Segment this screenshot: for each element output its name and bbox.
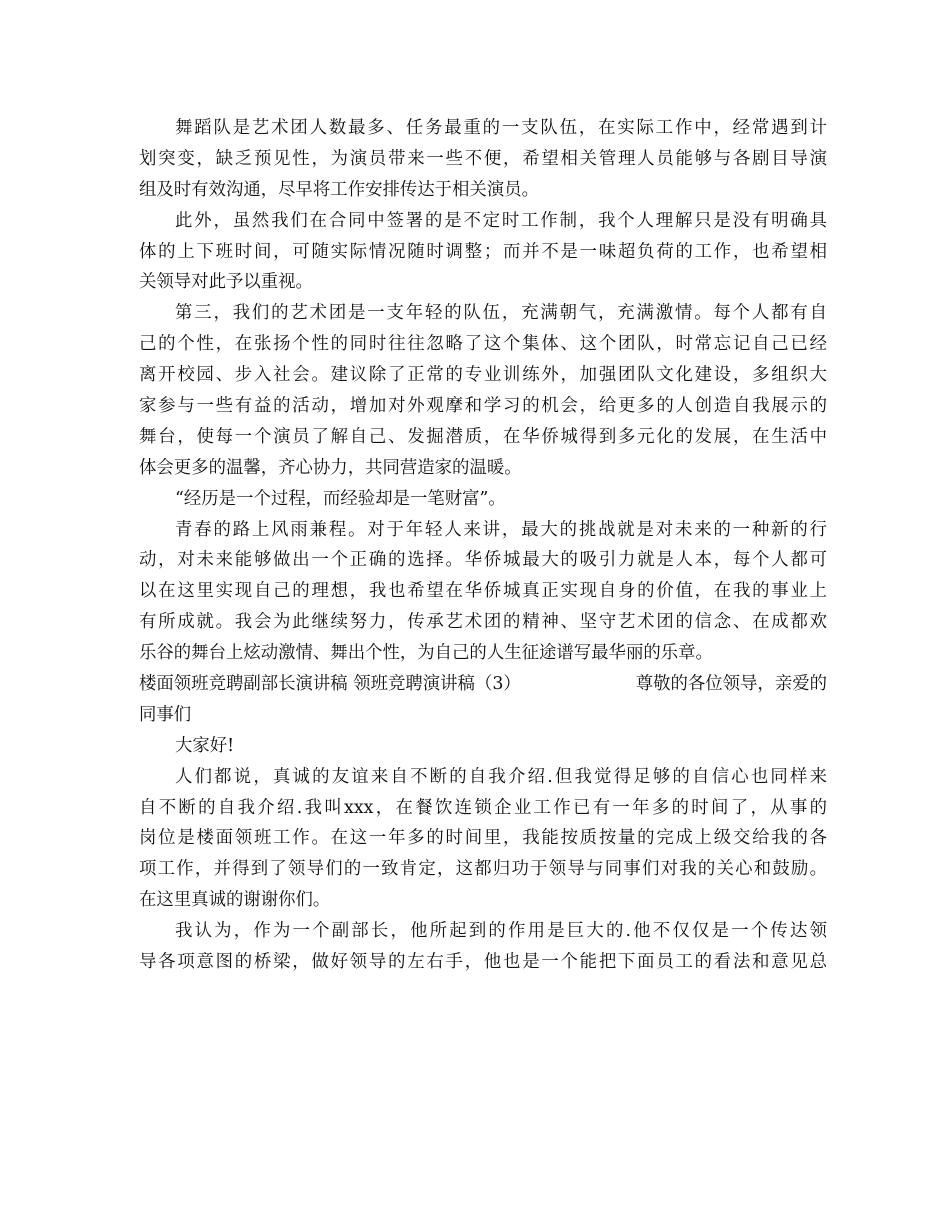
paragraph-line: 在这里真诚的谢谢你们。 (139, 890, 331, 911)
section-heading (139, 669, 827, 700)
paragraph-line: 我认为，作为一个副部长，他所起到的作用是巨大的.他不仅仅是一个传达领 (175, 921, 827, 942)
paragraph-line: 体的上下班时间，可随实际情况随时调整；而并不是一味超负荷的工作，也希望相 (139, 241, 827, 262)
paragraph-line: 自不断的自我介绍.我叫xxx，在餐饮连锁企业工作已有一年多的时间了，从事的 (139, 797, 827, 818)
paragraph-line: 以在这里实现自己的理想，我也希望在华侨城真正实现自身的价值，在我的事业上 (139, 581, 827, 602)
paragraph-line: 组及时有效沟通，尽早将工作安排传达于相关演员。 (139, 179, 539, 200)
section-title: 楼面领班竞聘副部长演讲稿 领班竞聘演讲稿（3） (139, 674, 521, 695)
paragraph-line: 舞蹈队是艺术团人数最多、任务最重的一支队伍，在实际工作中，经常遇到计 (175, 118, 827, 138)
paragraph-line: 体会更多的温馨，齐心协力，共同营造家的温暖。 (139, 457, 522, 478)
paragraph-line: 有所成就。我会为此继续努力，传承艺术团的精神、坚守艺术团的信念、在成都欢 (139, 612, 827, 633)
greeting-line: 大家好! (175, 735, 235, 756)
paragraph-line: 人们都说，真诚的友谊来自不断的自我介绍.但我觉得足够的自信心也同样来 (175, 766, 827, 787)
paragraph-line: 第三，我们的艺术团是一支年轻的队伍，充满朝气，充满激情。每个人都有自 (175, 303, 827, 324)
salutation-start: 尊敬的各位领导，亲爱的 (635, 674, 827, 695)
quote-line: “经历是一个过程，而经验却是一笔财富”。 (175, 488, 506, 509)
paragraph-line: 关领导对此予以重视。 (139, 272, 313, 293)
paragraph-line: 动，对未来能够做出一个正确的选择。华侨城最大的吸引力就是人本，每个人都可 (139, 550, 827, 571)
paragraph-line: 此外，虽然我们在合同中签署的是不定时工作制，我个人理解只是没有明确具 (175, 210, 827, 231)
paragraph-line: 岗位是楼面领班工作。在这一年多的时间里，我能按质按量的完成上级交给我的各 (139, 828, 827, 849)
paragraph-line: 家参与一些有益的活动，增加对外观摩和学习的机会，给更多的人创造自我展示的 (139, 396, 827, 417)
paragraph-line: 己的个性，在张扬个性的同时往往忽略了这个集体、这个团队，时常忘记自己已经 (139, 334, 827, 355)
paragraph-line: 导各项意图的桥梁，做好领导的左右手，他也是一个能把下面员工的看法和意见总 (139, 952, 827, 973)
paragraph-line: 乐谷的舞台上炫动激情、舞出个性，为自己的人生征途谱写最华丽的乐章。 (139, 643, 713, 664)
paragraph-line: 划突变，缺乏预见性，为演员带来一些不便，希望相关管理人员能够与各剧目导演 (139, 148, 827, 169)
paragraph-line: 舞台，使每一个演员了解自己、发掘潜质，在华侨城得到多元化的发展，在生活中 (139, 426, 827, 447)
salutation-end: 同事们 (139, 704, 192, 725)
paragraph-line: 项工作，并得到了领导们的一致肯定，这都归功于领导与同事们对我的关心和鼓励。 (139, 859, 827, 880)
paragraph-line: 离开校园、步入社会。建议除了正常的专业训练外，加强团队文化建设，多组织大 (139, 365, 827, 386)
paragraph-line: 青春的路上风雨兼程。对于年轻人来讲，最大的挑战就是对未来的一种新的行 (175, 519, 827, 540)
document-body (139, 113, 827, 978)
